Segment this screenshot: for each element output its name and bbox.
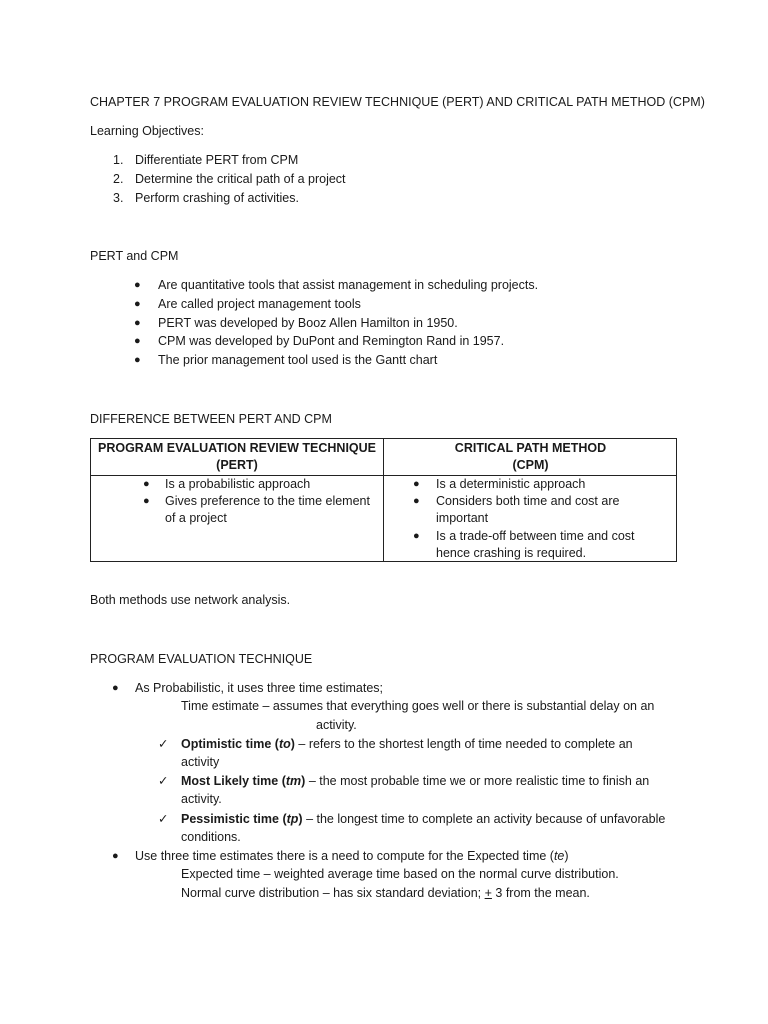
bullet-icon: ● (134, 298, 141, 310)
check-item-cont: activity. (181, 792, 222, 806)
list-item: The prior management tool used is the Gantt chart (158, 353, 438, 367)
normal-curve-definition: Normal curve distribution – has six standard deviation; + 3 from the mean. (181, 886, 590, 900)
header-text: CRITICAL PATH METHOD (454, 441, 607, 455)
table-cell-text: Gives preference to the time element (165, 494, 370, 508)
header-text: (CPM) (512, 458, 549, 472)
table-cell-text: important (436, 511, 489, 525)
chapter-title: CHAPTER 7 PROGRAM EVALUATION REVIEW TECHNIQUE (PERT) AND CRITICAL PATH METHOD (CPM) (90, 95, 705, 109)
table-cell-text: Is a deterministic approach (436, 477, 586, 491)
table-header-pert (91, 440, 383, 474)
header-text: PROGRAM EVALUATION REVIEW TECHNIQUE (97, 441, 376, 455)
table-cell-text: Is a probabilistic approach (165, 477, 311, 491)
list-item: Perform crashing of activities. (135, 191, 299, 205)
table-cell-text: of a project (165, 511, 227, 525)
table-cell-text: hence crashing is required. (436, 546, 587, 560)
bullet-icon: ● (112, 682, 119, 694)
time-estimate-definition-cont: activity. (316, 718, 357, 732)
list-number: 1. (113, 153, 124, 167)
bullet-icon: ● (413, 530, 420, 542)
bullet-icon: ● (112, 850, 119, 862)
table-cell-text: Is a trade-off between time and cost (436, 529, 635, 543)
list-number: 2. (113, 172, 124, 186)
pert-cpm-heading: PERT and CPM (90, 249, 179, 263)
bullet-icon: ● (143, 495, 150, 507)
list-item: Differentiate PERT from CPM (135, 153, 299, 167)
check-icon: ✓ (158, 737, 169, 751)
check-icon: ✓ (158, 774, 169, 788)
check-item-cont: conditions. (181, 830, 241, 844)
bullet-icon: ● (134, 335, 141, 347)
check-item: Optimistic time (to) – refers to the shortest length of time needed to complete an (181, 737, 633, 751)
list-item: PERT was developed by Booz Allen Hamilton in 1950. (158, 316, 458, 330)
time-estimate-definition: Time estimate – assumes that everything goes well or there is substantial delay on an (181, 699, 655, 713)
pet-heading: PROGRAM EVALUATION TECHNIQUE (90, 652, 313, 666)
list-item: Are called project management tools (158, 297, 361, 311)
list-item: Determine the critical path of a project (135, 172, 346, 186)
list-item: Use three time estimates there is a need to compute for the Expected time (te) (135, 849, 569, 863)
expected-time-definition: Expected time – weighted average time based on the normal curve distribution. (181, 867, 619, 881)
list-number: 3. (113, 191, 124, 205)
objectives-heading: Learning Objectives: (90, 124, 204, 138)
list-item: Are quantitative tools that assist management in scheduling projects. (158, 278, 539, 292)
check-item-cont: activity (181, 755, 220, 769)
bullet-icon: ● (143, 478, 150, 490)
bullet-icon: ● (413, 495, 420, 507)
table-header-cpm (384, 440, 677, 474)
network-analysis-note: Both methods use network analysis. (90, 593, 291, 607)
table-cell-text: Considers both time and cost are (436, 494, 620, 508)
list-item: CPM was developed by DuPont and Remington Rand in 1957. (158, 334, 505, 348)
bullet-icon: ● (134, 354, 141, 366)
list-item: As Probabilistic, it uses three time estimates; (135, 681, 384, 695)
header-text: (PERT) (216, 458, 258, 472)
check-item: Most Likely time (tm) – the most probable time we or more realistic time to finish an (181, 774, 650, 788)
comparison-table (90, 438, 677, 562)
check-item: Pessimistic time (tp) – the longest time to complete an activity because of unfavorable (181, 812, 666, 826)
difference-heading: DIFFERENCE BETWEEN PERT AND CPM (90, 412, 332, 426)
bullet-icon: ● (134, 317, 141, 329)
bullet-icon: ● (134, 279, 141, 291)
check-icon: ✓ (158, 812, 169, 826)
bullet-icon: ● (413, 478, 420, 490)
